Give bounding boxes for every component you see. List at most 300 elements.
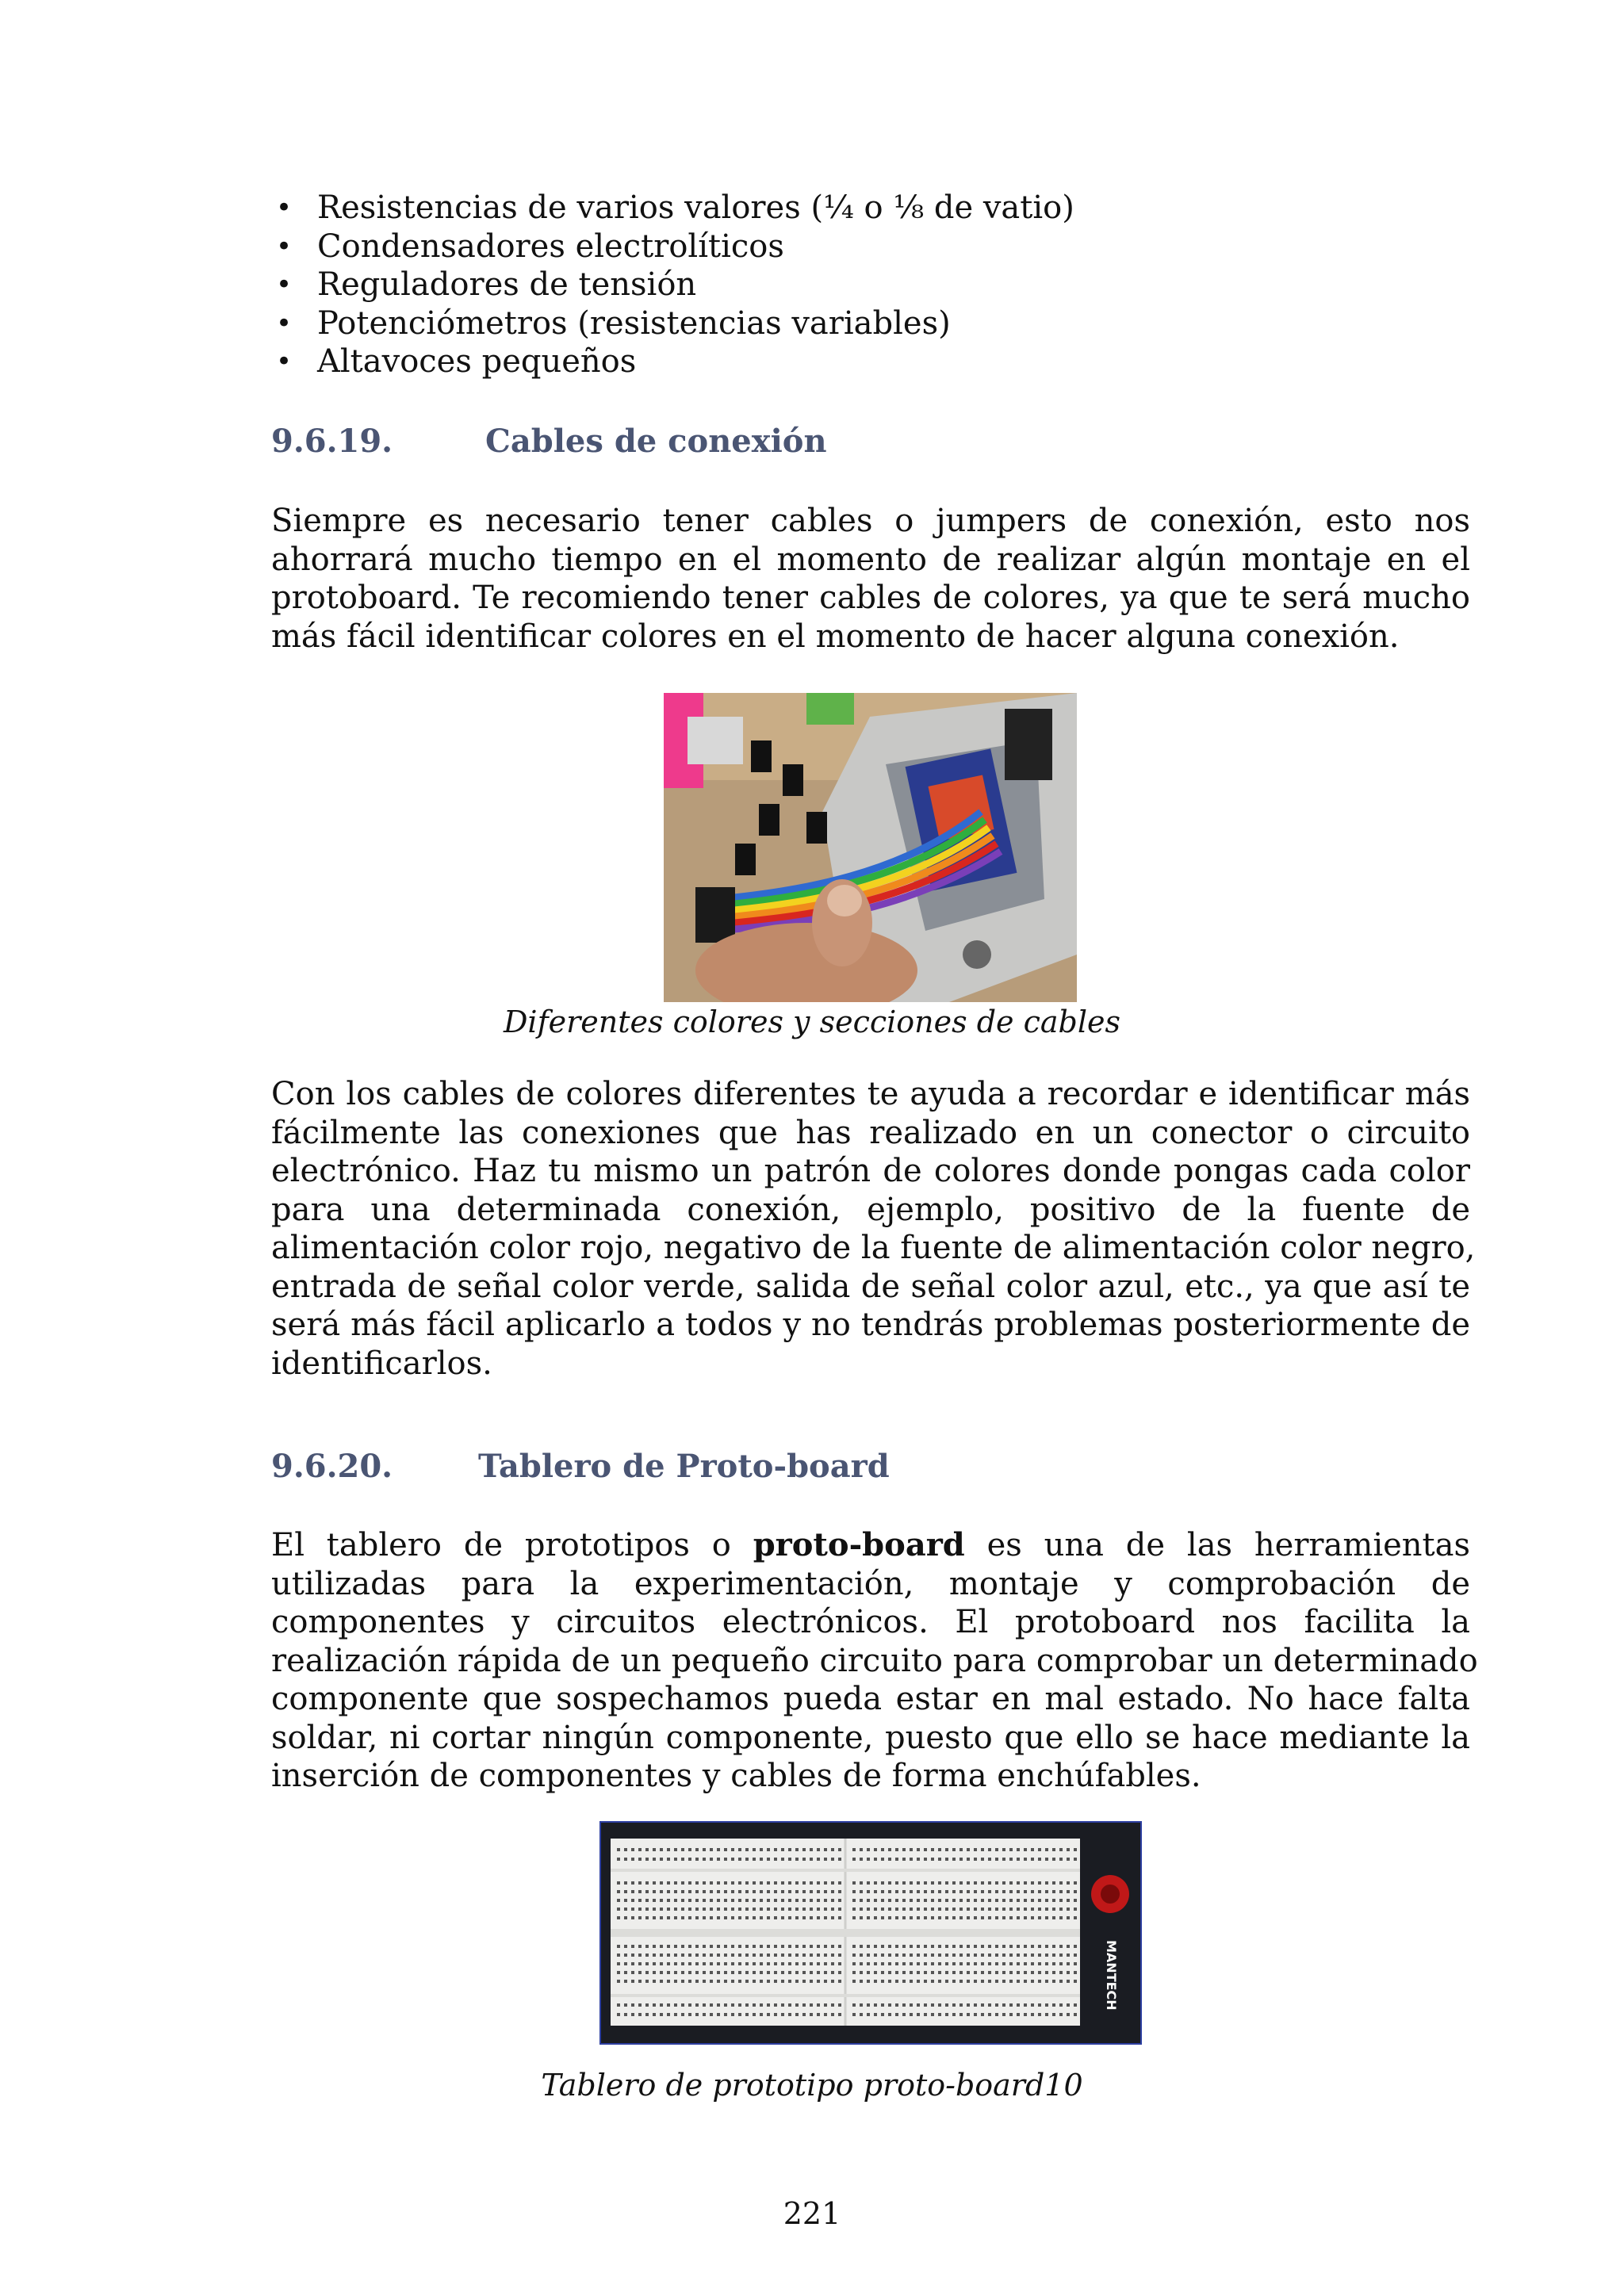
breadboard-hole [824, 1945, 827, 1948]
breadboard-hole [1045, 1881, 1048, 1885]
breadboard-hole [724, 1916, 727, 1919]
breadboard-hole [1052, 1945, 1055, 1948]
breadboard-hole [617, 1980, 620, 1983]
breadboard-hole [952, 1945, 956, 1948]
breadboard-hole [767, 1858, 770, 1861]
breadboard-hole [695, 1980, 699, 1983]
breadboard-hole [717, 1954, 720, 1957]
breadboard-hole [974, 1881, 977, 1885]
breadboard-hole [795, 1899, 799, 1902]
breadboard-hole [974, 1945, 977, 1948]
breadboard-hole [881, 1858, 884, 1861]
breadboard-hole [874, 1908, 877, 1911]
breadboard-hole [1009, 1916, 1013, 1919]
paragraph-protoboard [271, 1526, 1478, 1796]
breadboard-hole [688, 1954, 691, 1957]
breadboard-hole [881, 1908, 884, 1911]
breadboard-hole [881, 1980, 884, 1983]
breadboard-hole [981, 1899, 984, 1902]
breadboard-hole [788, 1962, 791, 1965]
paragraph-line: Con los cables de colores diferentes te ayuda a recordar e identificar más [271, 1076, 1470, 1112]
breadboard-hole [695, 1908, 699, 1911]
breadboard-hole [974, 1899, 977, 1902]
breadboard-hole [967, 1858, 970, 1861]
paragraph-line: componentes y circuitos electrónicos. El protoboard nos facilita la [271, 1604, 1470, 1640]
breadboard-hole [867, 1971, 870, 1974]
breadboard-hole [674, 1908, 677, 1911]
breadboard-hole [1009, 1945, 1013, 1948]
breadboard-hole [860, 1980, 863, 1983]
breadboard-hole [1009, 1954, 1013, 1957]
list-item: • Altavoces pequeños [317, 342, 1074, 381]
breadboard-hole [1024, 1962, 1027, 1965]
breadboard-hole [838, 1971, 841, 1974]
breadboard-hole [617, 2003, 620, 2007]
breadboard-hole [817, 1890, 820, 1893]
bold-term: proto-board [753, 1526, 965, 1563]
breadboard-hole [660, 1916, 663, 1919]
breadboard-hole [731, 1881, 734, 1885]
breadboard-hole [959, 1890, 963, 1893]
breadboard-hole [981, 1908, 984, 1911]
breadboard-hole [674, 2013, 677, 2016]
breadboard-hole [1017, 1916, 1020, 1919]
breadboard-hole [995, 1908, 998, 1911]
breadboard-hole [645, 1945, 649, 1948]
breadboard-hole [959, 1916, 963, 1919]
breadboard-hole [881, 1899, 884, 1902]
breadboard-hole [995, 2013, 998, 2016]
breadboard-hole [1045, 1971, 1048, 1974]
breadboard-hole [788, 1971, 791, 1974]
breadboard-hole [710, 1971, 713, 1974]
breadboard-hole [938, 1980, 941, 1983]
breadboard-hole [767, 1908, 770, 1911]
breadboard-hole [653, 1881, 656, 1885]
breadboard-hole [760, 2013, 763, 2016]
breadboard-hole [1059, 1954, 1063, 1957]
breadboard-hole [952, 1962, 956, 1965]
breadboard-hole [753, 1848, 756, 1851]
breadboard-hole [767, 1899, 770, 1902]
breadboard-hole [1002, 2013, 1005, 2016]
breadboard-hole [788, 1848, 791, 1851]
section-title: Tablero de Proto-board [478, 1448, 890, 1485]
breadboard-hole [745, 1954, 749, 1957]
breadboard-hole [881, 1945, 884, 1948]
breadboard-hole [710, 2003, 713, 2007]
breadboard-hole [945, 1890, 948, 1893]
breadboard-hole [895, 1890, 898, 1893]
breadboard-hole [710, 1980, 713, 1983]
breadboard-hole [767, 1971, 770, 1974]
breadboard-hole [1009, 1962, 1013, 1965]
breadboard-hole [717, 1962, 720, 1965]
breadboard-hole [952, 1971, 956, 1974]
breadboard-hole [1067, 1962, 1070, 1965]
breadboard-hole [938, 1916, 941, 1919]
breadboard-hole [653, 1890, 656, 1893]
breadboard-hole [688, 1916, 691, 1919]
breadboard-hole [674, 1962, 677, 1965]
breadboard-hole [681, 1899, 684, 1902]
breadboard-hole [617, 1945, 620, 1948]
breadboard-hole [1074, 1916, 1077, 1919]
breadboard-hole [1074, 1890, 1077, 1893]
breadboard-hole [1074, 1945, 1077, 1948]
breadboard-hole [703, 2013, 706, 2016]
breadboard-hole [1052, 1962, 1055, 1965]
paragraph-line: más fácil identificar colores en el momento de hacer alguna conexión. [271, 618, 1400, 655]
breadboard-hole [910, 1954, 913, 1957]
breadboard-hole [624, 1954, 627, 1957]
paragraph-line: entrada de señal color verde, salida de señal color azul, etc., ya que así te [271, 1268, 1470, 1305]
breadboard-hole [653, 1954, 656, 1957]
breadboard-hole [738, 2013, 741, 2016]
breadboard-hole [1059, 1916, 1063, 1919]
breadboard-hole [831, 1954, 834, 1957]
breadboard-hole [852, 1858, 856, 1861]
breadboard-hole [824, 1890, 827, 1893]
breadboard-hole [753, 1858, 756, 1861]
paragraph-line: realización rápida de un pequeño circuito para comprobar un determinado [271, 1642, 1478, 1679]
breadboard-hole [667, 1962, 670, 1965]
breadboard-hole [945, 1908, 948, 1911]
breadboard-hole [688, 1945, 691, 1948]
breadboard-hole [667, 1954, 670, 1957]
breadboard-hole [959, 1971, 963, 1974]
breadboard-hole [974, 1962, 977, 1965]
breadboard-hole [838, 1881, 841, 1885]
breadboard-hole [617, 1908, 620, 1911]
breadboard-hole [1024, 2013, 1027, 2016]
breadboard-hole [624, 1848, 627, 1851]
breadboard-hole [1059, 1899, 1063, 1902]
breadboard-hole [788, 1899, 791, 1902]
breadboard-hole [667, 1881, 670, 1885]
breadboard-hole [638, 1954, 642, 1957]
breadboard-hole [1024, 1954, 1027, 1957]
breadboard-hole [1024, 1971, 1027, 1974]
breadboard-hole [902, 1848, 906, 1851]
breadboard-hole [888, 1971, 891, 1974]
breadboard-hole [638, 1971, 642, 1974]
breadboard-hole [638, 2013, 642, 2016]
breadboard-hole [860, 1858, 863, 1861]
breadboard-hole [788, 1954, 791, 1957]
breadboard-hole [974, 1890, 977, 1893]
breadboard-hole [788, 1858, 791, 1861]
paragraph-line: ahorrará mucho tiempo en el momento de realizar algún montaje en el [271, 541, 1470, 578]
breadboard-hole [624, 1945, 627, 1948]
breadboard-hole [902, 1908, 906, 1911]
breadboard-hole [910, 1945, 913, 1948]
breadboard-hole [888, 1848, 891, 1851]
breadboard-hole [917, 1945, 920, 1948]
breadboard-hole [888, 1962, 891, 1965]
breadboard-hole [1002, 1971, 1005, 1974]
breadboard-hole [674, 1848, 677, 1851]
breadboard-hole [617, 1962, 620, 1965]
breadboard-hole [795, 1908, 799, 1911]
breadboard-hole [660, 2003, 663, 2007]
breadboard-hole [1002, 1881, 1005, 1885]
breadboard-hole [674, 1899, 677, 1902]
breadboard-hole [995, 1858, 998, 1861]
breadboard-hole [945, 1962, 948, 1965]
breadboard-hole [902, 1971, 906, 1974]
breadboard-hole [838, 1858, 841, 1861]
breadboard-hole [1017, 1962, 1020, 1965]
breadboard-hole [745, 1908, 749, 1911]
breadboard-hole [695, 2013, 699, 2016]
breadboard-hole [688, 1890, 691, 1893]
breadboard-hole [660, 1971, 663, 1974]
breadboard-hole [981, 1881, 984, 1885]
breadboard-hole [717, 1980, 720, 1983]
breadboard-hole [781, 1962, 784, 1965]
breadboard-hole [703, 1945, 706, 1948]
breadboard-hole [681, 2003, 684, 2007]
breadboard-hole [917, 1858, 920, 1861]
breadboard-hole [724, 2003, 727, 2007]
breadboard-hole [802, 1848, 806, 1851]
breadboard-hole [638, 1916, 642, 1919]
breadboard-hole [1067, 1971, 1070, 1974]
breadboard-hole [717, 1945, 720, 1948]
breadboard-hole [703, 1916, 706, 1919]
breadboard-hole [795, 1848, 799, 1851]
breadboard-hole [959, 1899, 963, 1902]
breadboard-hole [1045, 2003, 1048, 2007]
breadboard-hole [967, 1890, 970, 1893]
breadboard-hole [924, 2003, 927, 2007]
breadboard-hole [902, 1980, 906, 1983]
breadboard-hole [817, 1945, 820, 1948]
breadboard-hole [695, 1945, 699, 1948]
breadboard-hole [967, 2003, 970, 2007]
breadboard-hole [810, 1954, 813, 1957]
breadboard-hole [988, 1881, 991, 1885]
breadboard-hole [902, 1890, 906, 1893]
breadboard-hole [1045, 1945, 1048, 1948]
breadboard-hole [974, 1858, 977, 1861]
breadboard-hole [860, 1916, 863, 1919]
breadboard-hole [645, 2003, 649, 2007]
breadboard-hole [1009, 1848, 1013, 1851]
breadboard-hole [959, 1945, 963, 1948]
breadboard-hole [824, 1971, 827, 1974]
breadboard-hole [852, 1916, 856, 1919]
breadboard-hole [824, 1962, 827, 1965]
breadboard-hole [645, 1881, 649, 1885]
breadboard-hole [638, 1890, 642, 1893]
paragraph-line [271, 1526, 1470, 1565]
breadboard-hole [817, 2013, 820, 2016]
breadboard-hole [760, 1916, 763, 1919]
breadboard-hole [924, 1899, 927, 1902]
breadboard-hole [738, 1971, 741, 1974]
breadboard-hole [695, 1890, 699, 1893]
breadboard-hole [660, 2013, 663, 2016]
breadboard-hole [817, 2003, 820, 2007]
breadboard-hole [617, 1916, 620, 1919]
breadboard-hole [874, 1890, 877, 1893]
breadboard-hole [624, 1971, 627, 1974]
breadboard-hole [924, 1971, 927, 1974]
breadboard-hole [1017, 1881, 1020, 1885]
breadboard-hole [717, 2003, 720, 2007]
breadboard-hole [645, 1980, 649, 1983]
breadboard-hole [703, 1971, 706, 1974]
breadboard-hole [645, 1916, 649, 1919]
breadboard-hole [931, 1881, 934, 1885]
breadboard-hole [1038, 1858, 1041, 1861]
breadboard-hole [902, 1916, 906, 1919]
breadboard-hole [1031, 1971, 1034, 1974]
page-number: 221 [783, 2196, 841, 2231]
breadboard-hole [967, 1908, 970, 1911]
breadboard-hole [917, 1962, 920, 1965]
breadboard-hole [617, 1858, 620, 1861]
breadboard-hole [760, 1971, 763, 1974]
breadboard-hole [895, 1971, 898, 1974]
breadboard-hole [931, 1954, 934, 1957]
breadboard-hole [617, 1971, 620, 1974]
breadboard-hole [938, 2003, 941, 2007]
figure-caption: Diferentes colores y secciones de cables [503, 1004, 1121, 1039]
breadboard-hole [1017, 2013, 1020, 2016]
breadboard-hole [745, 2013, 749, 2016]
text-run: El tablero de prototipos o [271, 1527, 753, 1563]
breadboard-hole [817, 1908, 820, 1911]
breadboard-hole [760, 1899, 763, 1902]
breadboard-hole [981, 2013, 984, 2016]
breadboard-hole [852, 2013, 856, 2016]
breadboard-hole [1059, 1971, 1063, 1974]
list-item: • Condensadores electrolíticos [317, 228, 1074, 266]
breadboard-hole [895, 1954, 898, 1957]
breadboard-hole [802, 1899, 806, 1902]
breadboard-hole [745, 1881, 749, 1885]
breadboard-hole [981, 1858, 984, 1861]
breadboard-hole [831, 1858, 834, 1861]
breadboard-hole [931, 1858, 934, 1861]
breadboard-hole [888, 1881, 891, 1885]
breadboard-hole [1038, 1848, 1041, 1851]
paragraph-line: Siempre es necesario tener cables o jumpers de conexión, esto nos [271, 503, 1470, 539]
breadboard-hole [724, 1899, 727, 1902]
breadboard-hole [810, 1881, 813, 1885]
breadboard-hole [802, 1980, 806, 1983]
breadboard-hole [1045, 1848, 1048, 1851]
section-heading-cables [271, 423, 827, 460]
paragraph-line: utilizadas para la experimentación, montaje y comprobación de [271, 1565, 1470, 1602]
breadboard-hole [724, 1971, 727, 1974]
breadboard-hole [938, 1945, 941, 1948]
breadboard-hole [1024, 1908, 1027, 1911]
breadboard-hole [695, 2003, 699, 2007]
breadboard-hole [653, 1899, 656, 1902]
breadboard-hole [1067, 1890, 1070, 1893]
breadboard-hole [1059, 1890, 1063, 1893]
breadboard-hole [674, 1890, 677, 1893]
breadboard-brand-label: MANTECH [1104, 1940, 1119, 2011]
breadboard-hole [674, 1916, 677, 1919]
breadboard-hole [731, 1962, 734, 1965]
breadboard-hole [867, 1916, 870, 1919]
breadboard-hole [653, 1962, 656, 1965]
breadboard-hole [1059, 1980, 1063, 1983]
breadboard-hole [874, 1945, 877, 1948]
breadboard-hole [988, 1899, 991, 1902]
breadboard-hole [667, 1971, 670, 1974]
breadboard-hole [781, 1881, 784, 1885]
breadboard-hole [881, 2003, 884, 2007]
breadboard-hole [1038, 1890, 1041, 1893]
breadboard-hole [774, 1971, 777, 1974]
breadboard-hole [1017, 1945, 1020, 1948]
breadboard-hole [945, 1848, 948, 1851]
breadboard-hole [1067, 1899, 1070, 1902]
breadboard-hole [645, 2013, 649, 2016]
breadboard-hole [874, 1916, 877, 1919]
breadboard-hole [767, 1945, 770, 1948]
breadboard-hole [967, 1881, 970, 1885]
breadboard-hole [624, 1980, 627, 1983]
breadboard-hole [781, 1858, 784, 1861]
breadboard-hole [895, 1881, 898, 1885]
breadboard-hole [881, 1881, 884, 1885]
breadboard-hole [824, 1858, 827, 1861]
breadboard-hole [1052, 1954, 1055, 1957]
breadboard-hole [774, 1848, 777, 1851]
breadboard-hole [710, 1881, 713, 1885]
breadboard-hole [867, 2003, 870, 2007]
breadboard-hole [795, 1962, 799, 1965]
breadboard-hole [917, 1899, 920, 1902]
breadboard-hole [888, 1954, 891, 1957]
breadboard-hole [874, 1899, 877, 1902]
breadboard-hole [681, 1858, 684, 1861]
breadboard-hole [1067, 1848, 1070, 1851]
breadboard-hole [1031, 1890, 1034, 1893]
breadboard-hole [674, 1881, 677, 1885]
breadboard-hole [959, 1881, 963, 1885]
breadboard-hole [645, 1962, 649, 1965]
breadboard-hole [910, 1858, 913, 1861]
breadboard-hole [617, 1954, 620, 1957]
breadboard-hole [988, 1971, 991, 1974]
breadboard-hole [802, 1881, 806, 1885]
breadboard-hole [1052, 1916, 1055, 1919]
breadboard-hole [667, 1980, 670, 1983]
breadboard-hole [917, 2003, 920, 2007]
breadboard-hole [824, 1916, 827, 1919]
breadboard-hole [1024, 2003, 1027, 2007]
breadboard-hole [1017, 1971, 1020, 1974]
breadboard-hole [1024, 1858, 1027, 1861]
breadboard-hole [617, 1890, 620, 1893]
breadboard-hole [959, 1858, 963, 1861]
breadboard-hole [810, 1971, 813, 1974]
breadboard-hole [738, 1858, 741, 1861]
breadboard-hole [631, 1881, 634, 1885]
breadboard-hole [717, 1971, 720, 1974]
breadboard-hole [981, 1848, 984, 1851]
breadboard-hole [724, 1945, 727, 1948]
breadboard-hole [874, 1858, 877, 1861]
